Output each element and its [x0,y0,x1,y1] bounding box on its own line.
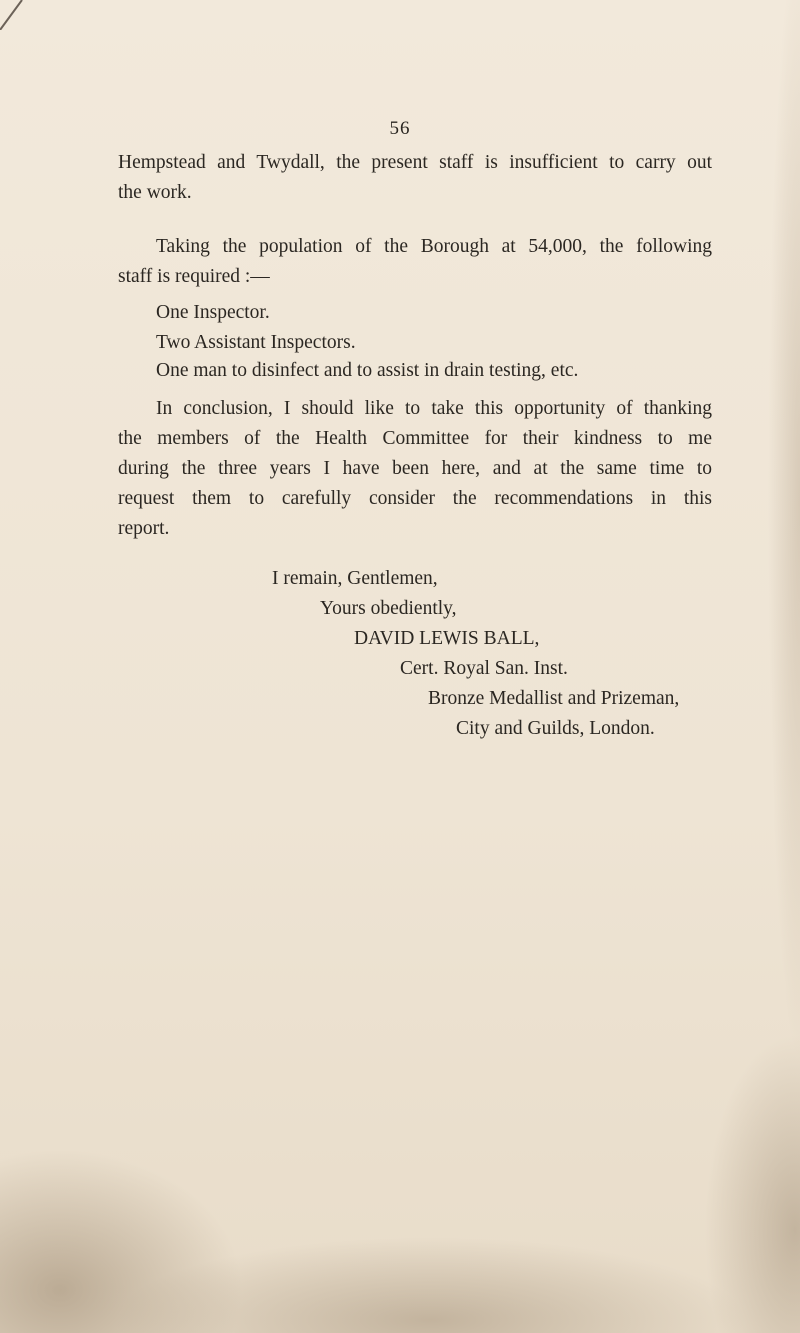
paragraph-conclusion [118,394,712,544]
paragraph-line: staff is required :— [118,266,270,287]
staff-list-item: One Inspector. [156,302,270,323]
paragraph-staff-required [118,232,712,292]
signature-credential: City and Guilds, London. [456,718,655,739]
paragraph-line: report. [118,518,170,539]
paragraph-line: the members of the Health Committee for their kindness to me [118,428,712,449]
paragraph-line: during the three years I have been here, and at the same time to [118,458,712,479]
signature-credential: Bronze Medallist and Prizeman, [428,688,680,709]
page-number: 56 [389,118,411,139]
paragraph-line: the work. [118,182,192,203]
paragraph-line: Taking the population of the Borough at 54,000, the following [156,236,712,257]
signature-valediction: Yours obediently, [320,598,457,619]
paragraph-line: Hempstead and Twydall, the present staff is insufficient to carry out [118,152,712,173]
paragraph-line: In conclusion, I should like to take this opportunity of thanking [156,398,712,419]
signature-credential: Cert. Royal San. Inst. [400,658,568,679]
staff-list-item: One man to disinfect and to assist in drain testing, etc. [156,360,579,381]
pencil-stroke-mark [0,0,30,30]
signature-name: DAVID LEWIS BALL, [354,628,540,649]
paragraph-line: request them to carefully consider the recommendations in this [118,488,712,509]
staff-list-item: Two Assistant Inspectors. [156,332,356,353]
signature-closing: I remain, Gentlemen, [272,568,438,589]
paragraph-staff-insufficient [118,148,712,208]
